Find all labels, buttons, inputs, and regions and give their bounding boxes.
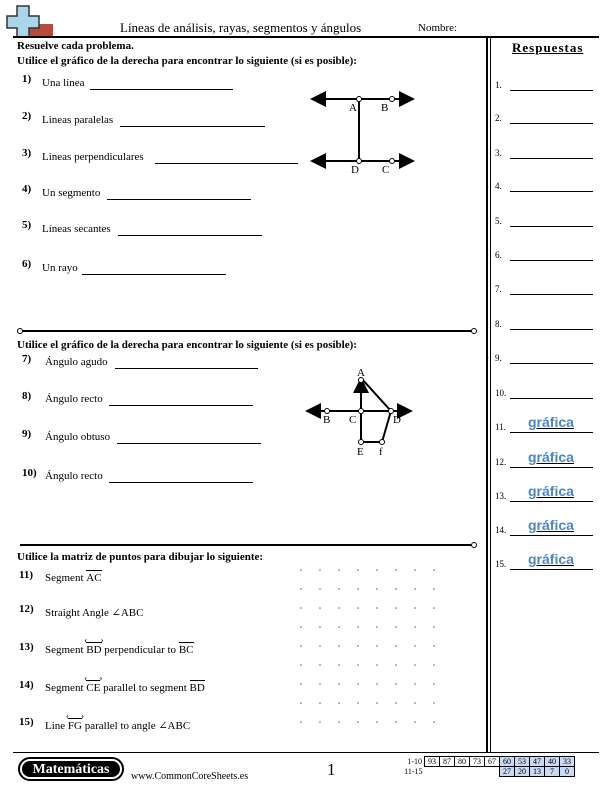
dot-matrix (296, 565, 446, 725)
question-number: 9) (22, 428, 32, 440)
grid-dot[interactable] (319, 626, 321, 628)
grid-dot[interactable] (414, 721, 416, 723)
label-D: D (351, 164, 359, 176)
section-divider-2 (16, 541, 478, 549)
grid-dot[interactable] (433, 588, 435, 590)
grid-dot[interactable] (338, 626, 340, 628)
grid-dot[interactable] (433, 702, 435, 704)
section3-heading: Utilice la matriz de puntos para dibujar lo siguiente: (17, 551, 264, 563)
grid-dot[interactable] (376, 569, 378, 571)
grid-dot[interactable] (395, 721, 397, 723)
answer-line[interactable] (510, 329, 593, 330)
answer-number: 7. (495, 284, 502, 294)
answer-line[interactable] (510, 90, 593, 91)
grid-dot[interactable] (433, 607, 435, 609)
question-number: 3) (22, 147, 32, 159)
grid-dot[interactable] (319, 645, 321, 647)
score-cell: 7 (545, 767, 560, 777)
answer-line[interactable] (510, 226, 593, 227)
grid-dot[interactable] (433, 569, 435, 571)
grid-dot[interactable] (338, 721, 340, 723)
grid-dot[interactable] (376, 645, 378, 647)
answer-line[interactable] (510, 123, 593, 124)
answer-value: gráfica (528, 517, 574, 533)
answer-number: 8. (495, 319, 502, 329)
footer-url: www.CommonCoreSheets.es (131, 771, 249, 782)
answer-blank[interactable] (82, 274, 226, 275)
logo-plus-icon (5, 4, 53, 38)
question-number: 15) (19, 716, 34, 728)
score-row-label: 1-10 (407, 757, 422, 766)
grid-dot[interactable] (414, 588, 416, 590)
grid-dot[interactable] (300, 702, 302, 704)
grid-dot[interactable] (433, 626, 435, 628)
answer-blank[interactable] (118, 235, 262, 236)
answer-number: 9. (495, 353, 502, 363)
score-row (394, 767, 575, 777)
grid-dot[interactable] (357, 721, 359, 723)
label-B: B (381, 102, 389, 114)
answer-line[interactable] (510, 260, 593, 261)
grid-dot[interactable] (338, 664, 340, 666)
segment-symbol: BD ‹ › (84, 635, 104, 656)
segment-symbol: BD (189, 682, 205, 694)
section-divider-1 (16, 327, 478, 335)
grid-dot[interactable] (376, 626, 378, 628)
answer-number: 15. (495, 559, 507, 569)
question-text: Segment BD ‹ › perpendicular to BC (45, 635, 194, 656)
grid-dot[interactable] (433, 664, 435, 666)
answer-number: 4. (495, 181, 502, 191)
grid-dot[interactable] (414, 683, 416, 685)
grid-dot[interactable] (319, 569, 321, 571)
question-number: 10) (22, 467, 37, 479)
grid-dot[interactable] (414, 626, 416, 628)
grid-dot[interactable] (338, 645, 340, 647)
brand-badge (18, 757, 124, 781)
grid-dot[interactable] (357, 569, 359, 571)
label-E: E (357, 446, 364, 458)
grid-dot[interactable] (376, 702, 378, 704)
answer-number: 6. (495, 250, 502, 260)
answer-line[interactable] (510, 467, 593, 468)
grid-dot[interactable] (376, 683, 378, 685)
grid-dot[interactable] (395, 588, 397, 590)
answer-number: 13. (495, 491, 507, 501)
answer-number: 3. (495, 148, 502, 158)
grid-dot[interactable] (376, 721, 378, 723)
question-text: Ángulo obtuso (45, 431, 111, 443)
question-text: Un rayo (42, 262, 78, 274)
grid-dot[interactable] (376, 588, 378, 590)
answer-line[interactable] (510, 158, 593, 159)
grid-dot[interactable] (338, 588, 340, 590)
grid-dot[interactable] (433, 721, 435, 723)
label-D: D (393, 414, 401, 426)
answer-line[interactable] (510, 432, 593, 433)
answer-number: 2. (495, 113, 502, 123)
question-text: Segment CE ‹ › parallel to segment BD (45, 673, 205, 694)
grid-dot[interactable] (357, 702, 359, 704)
score-cell: 60 (500, 757, 515, 767)
question-text: Líneas secantes (42, 223, 111, 235)
label-C: C (349, 414, 357, 426)
answer-number: 12. (495, 457, 507, 467)
answer-blank[interactable] (117, 443, 261, 444)
column-divider-inner (490, 36, 491, 752)
grid-dot[interactable] (395, 664, 397, 666)
grid-dot[interactable] (319, 607, 321, 609)
score-cell: 93 (425, 757, 440, 767)
grid-dot[interactable] (433, 645, 435, 647)
question-number: 8) (22, 390, 32, 402)
answer-blank[interactable] (155, 163, 298, 164)
grid-dot[interactable] (338, 702, 340, 704)
grid-dot[interactable] (300, 645, 302, 647)
grid-dot[interactable] (395, 702, 397, 704)
grid-dot[interactable] (319, 683, 321, 685)
answer-blank[interactable] (90, 89, 233, 90)
label-B: B (323, 414, 331, 426)
grid-dot[interactable] (357, 645, 359, 647)
grid-dot[interactable] (300, 607, 302, 609)
answer-number: 11. (495, 422, 506, 432)
segment-symbol: AC (86, 572, 102, 584)
answer-line[interactable] (510, 191, 593, 192)
question-text: Un segmento (42, 187, 101, 199)
score-row (394, 757, 575, 767)
question-number: 2) (22, 110, 32, 122)
score-cell: 53 (515, 757, 530, 767)
grid-dot[interactable] (376, 607, 378, 609)
grid-dot[interactable] (300, 569, 302, 571)
grid-dot[interactable] (414, 702, 416, 704)
question-number: 6) (22, 258, 32, 270)
answer-line[interactable] (510, 569, 593, 570)
answer-line[interactable] (510, 501, 593, 502)
question-text: Straight Angle ∠ABC (45, 607, 144, 619)
score-cell: 80 (455, 757, 470, 767)
question-text: Ángulo recto (45, 470, 103, 482)
score-cell: 33 (560, 757, 575, 767)
answer-number: 10. (495, 388, 507, 398)
answer-value: gráfica (528, 551, 574, 567)
answer-blank[interactable] (107, 199, 251, 200)
question-text: Lineas perpendiculares (42, 151, 144, 163)
grid-dot[interactable] (357, 588, 359, 590)
grid-dot[interactable] (357, 626, 359, 628)
question-number: 4) (22, 183, 32, 195)
question-number: 12) (19, 603, 34, 615)
figure-angles (305, 366, 415, 458)
grid-dot[interactable] (300, 626, 302, 628)
question-text: Lineas paralelas (42, 114, 114, 126)
score-table (394, 756, 575, 777)
label-A: A (357, 367, 365, 379)
answer-blank[interactable] (120, 126, 265, 127)
grid-dot[interactable] (357, 664, 359, 666)
section2-heading: Utilice el gráfico de la derecha para encontrar lo siguiente (si es posible): (17, 339, 357, 351)
answer-line[interactable] (510, 398, 593, 399)
label-f: f (379, 446, 383, 458)
question-text: Una línea (42, 77, 85, 89)
grid-dot[interactable] (357, 683, 359, 685)
score-cell: 0 (560, 767, 575, 777)
grid-dot[interactable] (319, 721, 321, 723)
question-number: 7) (22, 353, 32, 365)
answer-value: gráfica (528, 483, 574, 499)
answer-number: 1. (495, 80, 502, 90)
grid-dot[interactable] (376, 664, 378, 666)
score-cell: 13 (530, 767, 545, 777)
grid-dot[interactable] (300, 721, 302, 723)
grid-dot[interactable] (395, 683, 397, 685)
question-text: Ángulo agudo (45, 356, 108, 368)
score-cell: 40 (545, 757, 560, 767)
question-number: 14) (19, 679, 34, 691)
question-text: Line FG ‹ › parallel to angle ∠ABC (45, 711, 191, 732)
name-label: Nombre: (418, 22, 458, 34)
score-cell: 47 (530, 757, 545, 767)
answer-number: 5. (495, 216, 502, 226)
instructions: Resuelve cada problema. (17, 40, 134, 52)
grid-dot[interactable] (338, 683, 340, 685)
question-text: Segment AC (45, 572, 102, 584)
answer-number: 14. (495, 525, 507, 535)
grid-dot[interactable] (414, 607, 416, 609)
score-cell: 87 (440, 757, 455, 767)
grid-dot[interactable] (414, 645, 416, 647)
score-row-label: 11-15 (404, 767, 423, 776)
grid-dot[interactable] (338, 607, 340, 609)
figure-parallel-lines (300, 88, 425, 178)
section1-heading: Utilice el gráfico de la derecha para encontrar lo siguiente (si es posible): (17, 55, 357, 67)
answer-line[interactable] (510, 535, 593, 536)
grid-dot[interactable] (395, 569, 397, 571)
score-cell: 73 (470, 757, 485, 767)
grid-dot[interactable] (319, 664, 321, 666)
grid-dot[interactable] (433, 683, 435, 685)
grid-dot[interactable] (414, 569, 416, 571)
segment-symbol: BC (178, 644, 194, 656)
grid-dot[interactable] (300, 588, 302, 590)
grid-dot[interactable] (395, 607, 397, 609)
grid-dot[interactable] (338, 569, 340, 571)
question-text: Ángulo recto (45, 393, 103, 405)
grid-dot[interactable] (395, 626, 397, 628)
question-number: 1) (22, 73, 32, 85)
answer-blank[interactable] (115, 368, 258, 369)
grid-dot[interactable] (357, 607, 359, 609)
footer-rule (13, 752, 599, 753)
column-divider (486, 36, 488, 752)
label-A: A (349, 102, 357, 114)
answers-title: Respuestas (512, 40, 584, 55)
score-cell: 20 (515, 767, 530, 777)
segment-symbol: CE ‹ › (84, 673, 103, 694)
grid-dot[interactable] (300, 683, 302, 685)
answer-line[interactable] (510, 294, 593, 295)
segment-symbol: FG ‹ › (65, 711, 84, 732)
answer-value: gráfica (528, 449, 574, 465)
answer-value: gráfica (528, 414, 574, 430)
grid-dot[interactable] (319, 702, 321, 704)
grid-dot[interactable] (300, 664, 302, 666)
question-number: 11) (19, 569, 34, 581)
page-number: 1 (327, 760, 336, 779)
score-cell: 67 (485, 757, 500, 767)
brand-label: Matemáticas (32, 762, 110, 777)
grid-dot[interactable] (395, 645, 397, 647)
grid-dot[interactable] (319, 588, 321, 590)
label-C: C (382, 164, 390, 176)
grid-dot[interactable] (414, 664, 416, 666)
answer-blank[interactable] (109, 405, 253, 406)
answer-line[interactable] (510, 363, 593, 364)
question-number: 5) (22, 219, 32, 231)
question-number: 13) (19, 641, 34, 653)
header-rule (13, 36, 599, 38)
score-cell: 27 (500, 767, 515, 777)
answer-blank[interactable] (109, 482, 253, 483)
page-title: Líneas de análisis, rayas, segmentos y ángulos (120, 20, 362, 35)
